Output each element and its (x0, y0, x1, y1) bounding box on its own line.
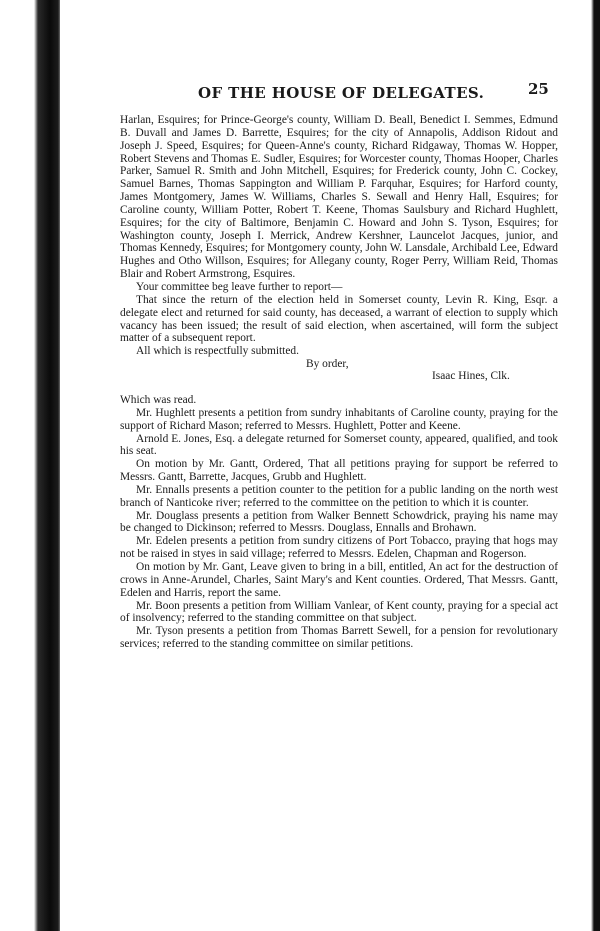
report-paragraph: That since the return of the election held in Somerset county, Levin R. King, Esqr. a delegate elect and returned for said county, has deceased, a warrant of election to supply which vacancy has been issued; the result of said election, when ascertained, will form the subject matter of a subsequent report. (120, 293, 558, 345)
proceeding-entry: On motion by Mr. Gantt, Ordered, That all petitions praying for support be referred to Messrs. Gantt, Barrette, Jacques, Grubb and Hughlett. (120, 458, 558, 484)
proceeding-entry: Which was read. (120, 394, 197, 407)
proceeding-entry: Mr. Tyson presents a petition from Thomas Barrett Sewell, for a pension for revolutionary services; referred to the standing committee on similar petitions. (120, 625, 558, 651)
running-head: OF THE HOUSE OF DELEGATES. (198, 84, 485, 102)
page-number: 25 (528, 80, 549, 98)
signature-order: By order, (306, 358, 349, 371)
signature-block (120, 358, 558, 384)
proceeding-entry: Mr. Edelen presents a petition from sundry citizens of Port Tobacco, praying that hogs may not be raised in styes in said village; referred to Messrs. Edelen, Chapman and Rogerson. (120, 535, 558, 561)
report-paragraph: Harlan, Esquires; for Prince-George's county, William D. Beall, Benedict I. Semmes, Edmund B. Duvall and James D. Barrette, Esquires; for the city of Annapolis, Addison Ridout and Joseph J. Speed, Esquires; for Queen-Anne's county, Richard Ridgaway, Thomas W. Hopper, Robert Stevens and Thomas E. Sudler, Esquires; for Worcester county, Thomas Hooper, Charles Parker, Samuel R. Smith and John Mitchell, Esquires; for Frederick county, John C. Cockey, Samuel Barnes, Thomas Sappington and William P. Farquhar, Esquires; for Harford county, James Montgomery, James W. Williams, Charles S. Sewall and Henry Hall, Esquires; for Caroline county, William Potter, Robert T. Keene, Thomas Saulsbury and Richard Hughlett, Esquires; for the city of Baltimore, Benjamin C. Howard and John S. Tyson, Esquires; for Washington county, Joseph I. Merrick, Andrew Kershner, Launcelot Jacques, junior, and Thomas Kennedy, Esquires; for Montgomery county, John W. Lansdale, Archibald Lee, Edward Hughes and Otho Willson, Esquires; for Allegany county, Roger Perry, William Reid, Thomas Blair and Robert Armstrong, Esquires. (120, 114, 558, 281)
proceeding-entry: Mr. Hughlett presents a petition from sundry inhabitants of Caroline county, praying for the support of Richard Mason; referred to Messrs. Hughlett, Potter and Keene. (120, 406, 558, 432)
proceeding-entry: Mr. Douglass presents a petition from Walker Bennett Schowdrick, praying his name may be changed to Dickinson; referred to Messrs. Douglass, Ennalls and Brohawn. (120, 509, 558, 535)
signature-name: Isaac Hines, Clk. (432, 370, 510, 383)
proceeding-entry: Arnold E. Jones, Esq. a delegate returned for Somerset county, appeared, qualified, and took his seat. (120, 432, 558, 458)
proceeding-entry: Mr. Ennalls presents a petition counter to the petition for a public landing on the north west branch of Nanticoke river; referred to the committee on the petition to which it is counter. (120, 483, 558, 509)
page-edge-shadow (588, 0, 600, 931)
page-body (120, 114, 558, 651)
proceeding-entry: On motion by Mr. Gant, Leave given to bring in a bill, entitled, An act for the destruction of crows in Anne-Arundel, Charles, Saint Mary's and Kent counties. Ordered, That Messrs. Gantt, Edelen and Harris, report the same. (120, 561, 558, 599)
report-paragraph: All which is respectfully submitted. (136, 345, 299, 358)
report-paragraph: Your committee beg leave further to report— (136, 280, 343, 293)
proceeding-entry: Mr. Boon presents a petition from William Vanlear, of Kent county, praying for a special act of insolvency; referred to the standing committee on that subject. (120, 599, 558, 625)
book-spine-shadow (0, 0, 60, 931)
spacer (120, 384, 558, 394)
